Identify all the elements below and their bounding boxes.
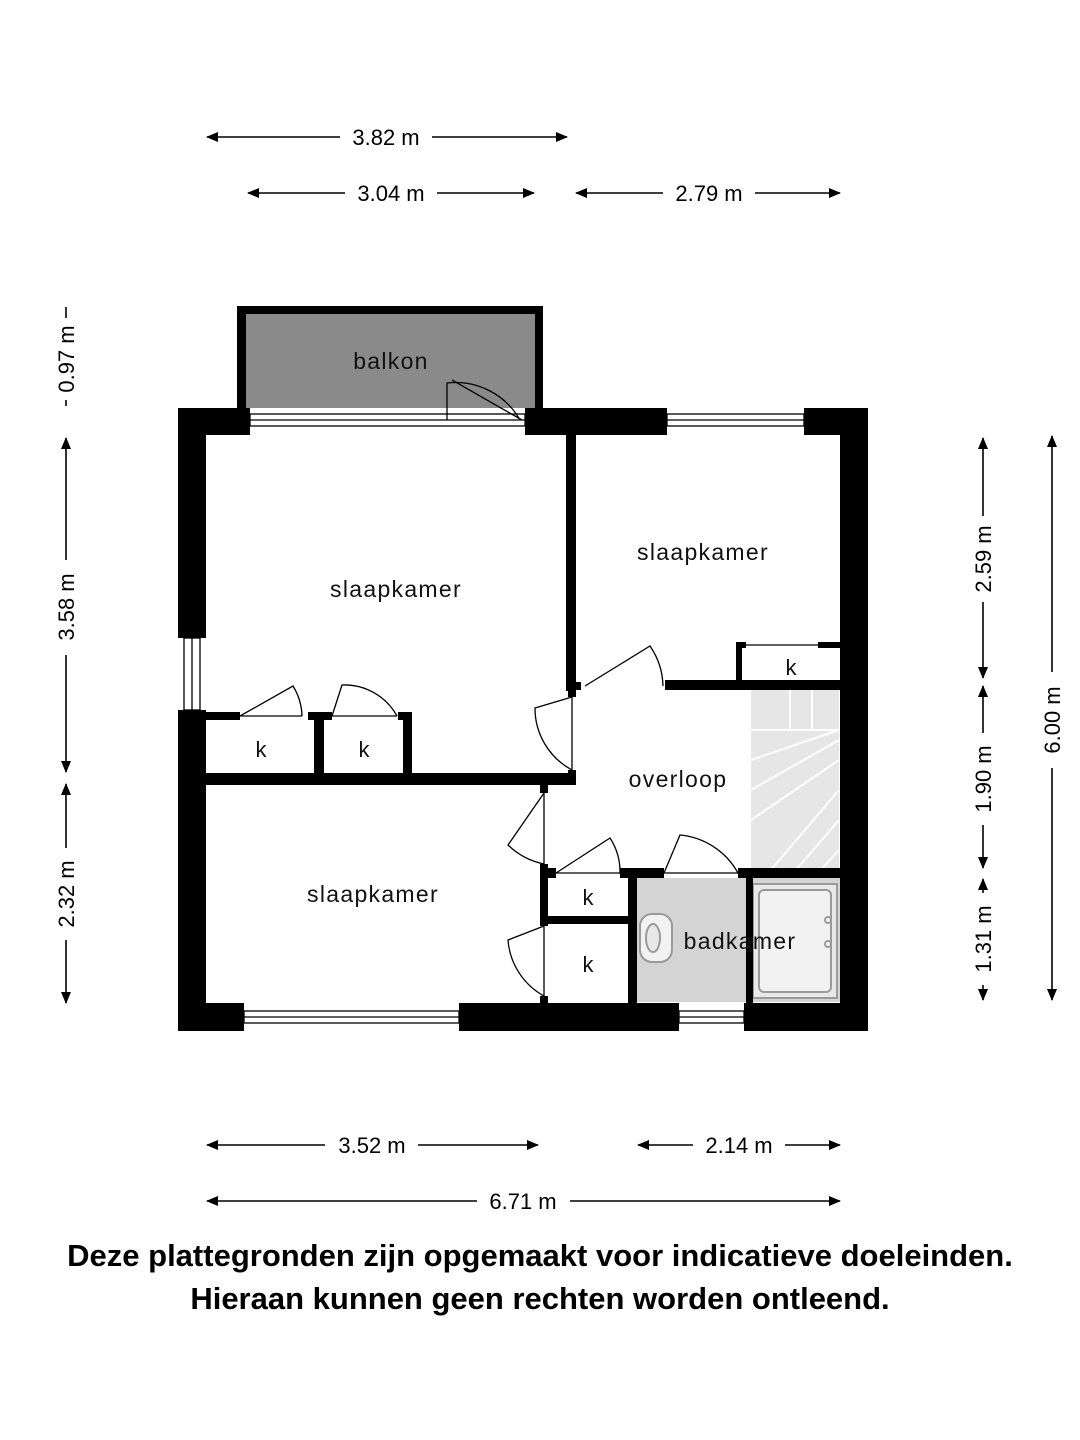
dim-right-upper: 2.59 m (971, 525, 996, 593)
dim-left-balcony: 0.97 m (54, 325, 79, 393)
staircase (751, 689, 839, 871)
room-bedroom-main-label: slaapkamer (330, 576, 462, 602)
dim-right-middle: 1.90 m (971, 745, 996, 813)
closet-label: k (255, 737, 267, 762)
room-bathroom-label: badkamer (683, 928, 797, 954)
dim-right-total: 6.00 m (1040, 686, 1065, 754)
dim-left-lower: 2.32 m (54, 860, 79, 928)
dim-top-right: 2.79 m (675, 181, 743, 206)
room-bedroom-right-label: slaapkamer (637, 539, 769, 565)
dim-bottom-left: 3.52 m (338, 1133, 406, 1158)
dimension-lines (66, 137, 1052, 1201)
washbasin (640, 914, 672, 962)
disclaimer-line-1: Deze plattegronden zijn opgemaakt voor indicatieve doeleinden. (67, 1238, 1013, 1273)
dim-right-lower: 1.31 m (971, 905, 996, 973)
dimension-labels (54, 125, 1065, 1214)
dim-left-upper: 3.58 m (54, 573, 79, 641)
dim-bottom-total: 6.71 m (489, 1189, 557, 1214)
dim-top-left: 3.04 m (357, 181, 425, 206)
room-balcony-label: balkon (353, 348, 429, 374)
closet-label: k (582, 885, 594, 910)
dim-top-outer: 3.82 m (352, 125, 420, 150)
dim-bottom-right: 2.14 m (705, 1133, 773, 1158)
disclaimer (0, 1234, 1080, 1320)
room-landing-label: overloop (628, 766, 728, 792)
closet-label: k (358, 737, 370, 762)
room-bedroom-bottom-label: slaapkamer (307, 881, 439, 907)
closet-label: k (785, 655, 797, 680)
closet-label: k (582, 952, 594, 977)
disclaimer-line-2: Hieraan kunnen geen rechten worden ontleend. (190, 1281, 890, 1316)
